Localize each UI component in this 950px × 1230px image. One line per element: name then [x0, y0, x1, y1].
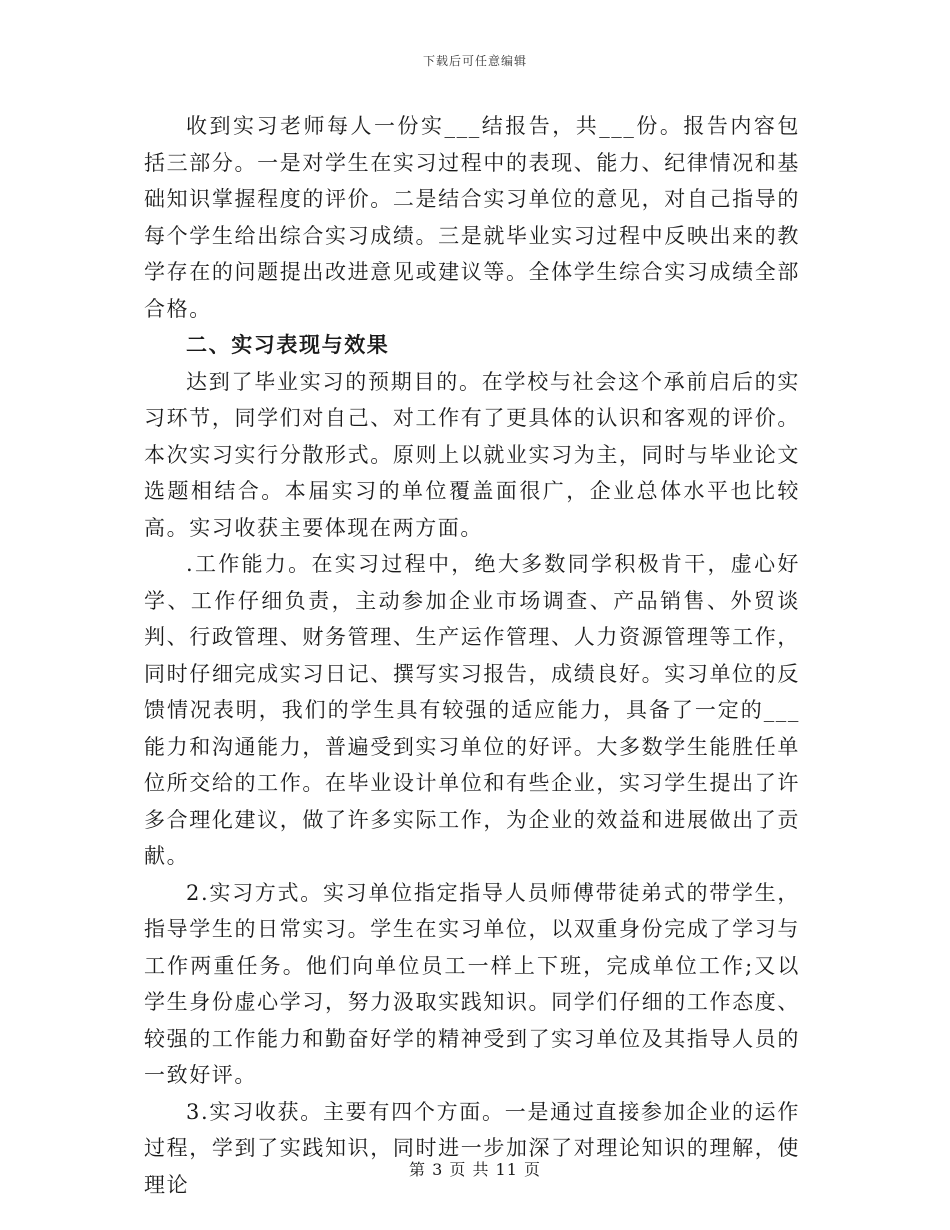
paragraph-report-summary: 收到实习老师每人一份实___结报告，共___份。报告内容包括三部分。一是对学生在实习过程中的表现、能力、纪律情况和基础知识掌握程度的评价。二是结合实习单位的意见，对自己指导的每个学生给出综合实习成绩。三是就毕业实习过程中反映出来的教学存在的问题提出改进意见或建议等。全体学生综合实习成绩全部合格。 [144, 114, 800, 321]
paragraph-internship-gains: 3.实习收获。主要有四个方面。一是通过直接参加企业的运作过程，学到了实践知识，同时进一步加深了对理论知识的理解，使理论 [144, 1099, 800, 1197]
paragraph-goal-achieved: 达到了毕业实习的预期目的。在学校与社会这个承前启后的实习环节，同学们对自己、对工作有了更具体的认识和客观的评价。本次实习实行分散形式。原则上以就业实习为主，同时与毕业论文选题相结合。本届实习的单位覆盖面很广，企业总体水平也比较高。实习收获主要体现在两方面。 [144, 369, 800, 540]
document-body [144, 108, 800, 1203]
page-number-footer: 第 3 页 共 11 页 [409, 1160, 541, 1179]
page-header: 下载后可任意编辑 [422, 54, 527, 68]
paragraph-internship-method: 2.实习方式。实习单位指定指导人员师傅带徒弟式的带学生，指导学生的日常实习。学生在实习单位，以双重身份完成了学习与工作两重任务。他们向单位员工一样上下班，完成单位工作;又以学生身份虚心学习，努力汲取实践知识。同学们仔细的工作态度、较强的工作能力和勤奋好学的精神受到了实习单位及其指导人员的一致好评。 [144, 880, 800, 1087]
section-heading-performance: 二、实习表现与效果 [186, 332, 390, 357]
paragraph-work-ability: .工作能力。在实习过程中，绝大多数同学积极肯干，虚心好学、工作仔细负责，主动参加企业市场调查、产品销售、外贸谈判、行政管理、财务管理、生产运作管理、人力资源管理等工作，同时仔细完成实习日记、撰写实习报告，成绩良好。实习单位的反馈情况表明，我们的学生具有较强的适应能力，具备了一定的___能力和沟通能力，普遍受到实习单位的好评。大多数学生能胜任单位所交给的工作。在毕业设计单位和有些企业，实习学生提出了许多合理化建议，做了许多实际工作，为企业的效益和进展做出了贡献。 [144, 552, 800, 868]
